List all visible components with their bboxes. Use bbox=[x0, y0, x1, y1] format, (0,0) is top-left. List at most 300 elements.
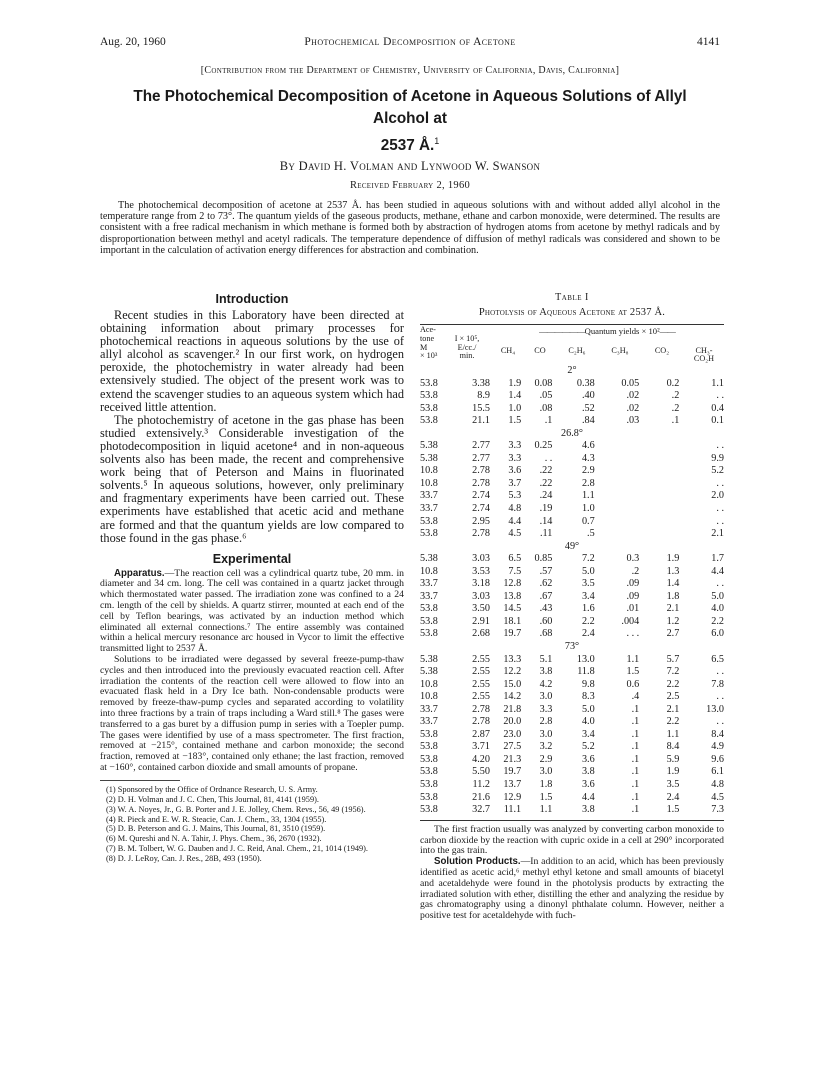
table-cell: 53.8 bbox=[420, 528, 438, 540]
temperature-row bbox=[420, 640, 724, 653]
table-cell: 4.5 bbox=[711, 791, 724, 803]
table-cell: 12.8 bbox=[503, 578, 522, 590]
table-cell: 2.55 bbox=[472, 691, 490, 703]
table-row bbox=[420, 590, 724, 603]
table-cell: 5.2 bbox=[711, 465, 724, 477]
apparatus-paragraph bbox=[100, 569, 404, 655]
table-cell: 3.0 bbox=[539, 766, 553, 778]
table-cell: 2.7 bbox=[666, 628, 680, 640]
table-cell: 3.3 bbox=[539, 703, 553, 715]
table-row bbox=[420, 778, 724, 791]
table-row bbox=[420, 728, 724, 741]
table-cell: 13.3 bbox=[503, 653, 522, 665]
table-cell: 2.4 bbox=[581, 628, 595, 640]
table-cell bbox=[595, 527, 640, 540]
table-cell: 13.0 bbox=[576, 653, 595, 665]
table-cell: .24 bbox=[539, 490, 553, 502]
table-cell: .43 bbox=[539, 603, 553, 615]
table-cell: 1.8 bbox=[666, 590, 680, 602]
table-cell: 1.3 bbox=[666, 565, 680, 577]
table-cell: .05 bbox=[539, 390, 553, 402]
table-cell: 4.0 bbox=[711, 603, 724, 615]
intro-paragraph-2: The photochemistry of acetone in the gas phase has been studied extensively.³ Considerable investigation of the photodecomposition in liquid acetone⁴ and in non-aqueous solvents also has been made, the recent and comprehensive work being that of Peterson and Mains in fluorinated solvents.⁵ In aqueous solutions, however, only preliminary and fragmentary experiments have been carried out. These experiments have established that acetic acid and methane are formed and that the quantum yields are low compared to those found in the gas phase.⁶ bbox=[100, 412, 404, 545]
table-cell: 1.0 bbox=[581, 502, 595, 514]
table-cell: 53.8 bbox=[420, 615, 438, 627]
head-quantum-block bbox=[490, 325, 724, 364]
table-cell: 2.77 bbox=[472, 440, 490, 452]
table-cell: . . bbox=[716, 691, 724, 703]
title-line-2 bbox=[104, 130, 716, 157]
table-cell: 5.9 bbox=[666, 753, 680, 765]
table-cell: 10.8 bbox=[420, 678, 438, 690]
table-cell bbox=[639, 490, 679, 503]
table-cell bbox=[595, 477, 640, 490]
left-column bbox=[100, 292, 404, 864]
table-cell: 2.78 bbox=[472, 528, 490, 540]
table-cell: 3.0 bbox=[539, 728, 553, 740]
solutions-paragraph: Solutions to be irradiated were degassed by several freeze-pump-thaw cycles and then introduced into the previously evacuated reaction cell. After irradiation the contents of the reaction cell were allowed to flow into an evacuated flask held in a Dry Ice bath. Non-condensable products were removed by freeze-thaw-pump cycles and separated according to volatility into three fractions by a train of traps including a Ward still.⁸ The gases were transferred to a gas buret by a diffusion pump in series with a Toepler pump. The gases were identified by use of a mass spectrometer. The first fraction, removed at −215°, contained methane and carbon monoxide; the second fraction, removed at −183°, contained only ethane; the last fraction, removed at −160°, contained carbon dioxide and small amounts of propane. bbox=[100, 654, 404, 774]
table-row bbox=[420, 690, 724, 703]
table-row bbox=[420, 678, 724, 691]
table-cell: . . bbox=[716, 502, 724, 514]
abstract: The photochemical decomposition of acetone at 2537 Å. has been studied in aqueous solutions with and without added allyl alcohol in the temperature range from 2 to 73°. The quantum yields of the gaseous products, methane, ethane and carbon monoxide, were determined. The results are consistent with a free radical mechanism in which methane is formed both by abstraction of hydrogen atoms from acetone by methyl radicals and by disproportionation between methyl and acetyl radicals. The temperature dependence of diffusion of methyl radicals was considered and shown to be important in the calculation of activation energy differences for abstraction and combination. bbox=[100, 200, 720, 256]
table-row bbox=[420, 741, 724, 754]
table-cell: 2.1 bbox=[711, 528, 724, 540]
solution-products-paragraph bbox=[420, 857, 724, 922]
table-cell bbox=[639, 452, 679, 465]
footnote-rule bbox=[100, 780, 180, 781]
table-cell: 21.6 bbox=[472, 791, 490, 803]
table-row bbox=[420, 465, 724, 478]
table-cell: 53.8 bbox=[420, 377, 438, 389]
head-col-1: CH₄ bbox=[500, 345, 516, 355]
table-cell: .19 bbox=[539, 502, 553, 514]
table-cell: . . . bbox=[626, 628, 640, 640]
table-cell: 4.4 bbox=[581, 791, 595, 803]
table-cell: .01 bbox=[626, 603, 640, 615]
temperature-label: 26.8° bbox=[561, 427, 583, 439]
table-cell: .22 bbox=[539, 465, 553, 477]
table-cell bbox=[639, 527, 679, 540]
table-cell: 3.7 bbox=[508, 477, 522, 489]
table-cell: 0.38 bbox=[576, 377, 595, 389]
footnote-7: (7) B. M. Tolbert, W. G. Dauben and J. C. Reid, Anal. Chem., 21, 1014 (1949). bbox=[106, 844, 368, 854]
table-cell: 4.2 bbox=[539, 678, 553, 690]
table-cell: 15.5 bbox=[472, 402, 490, 414]
table-cell: .67 bbox=[539, 590, 553, 602]
header-page-number: 4141 bbox=[697, 36, 720, 48]
table-cell: .5 bbox=[587, 528, 595, 540]
title-footnote-mark: 1 bbox=[434, 136, 440, 146]
results-table bbox=[420, 325, 724, 816]
title-line-1: The Photochemical Decomposition of Acetone in Aqueous Solutions of Allyl Alcohol at bbox=[133, 88, 687, 127]
table-cell: 2.78 bbox=[472, 716, 490, 728]
table-cell: 53.8 bbox=[420, 728, 438, 740]
table-cell: 3.03 bbox=[472, 553, 490, 565]
table-cell: 7.3 bbox=[711, 804, 724, 816]
experimental-heading: Experimental bbox=[212, 551, 292, 566]
table-cell: 8.9 bbox=[477, 390, 490, 402]
table-cell: 0.85 bbox=[534, 553, 553, 565]
table-row bbox=[420, 414, 724, 427]
table-cell: 0.6 bbox=[626, 678, 640, 690]
head-col-6: CH₃- CO₂H bbox=[693, 345, 715, 364]
table-cell: .1 bbox=[631, 791, 640, 803]
table-cell: 10.8 bbox=[420, 565, 438, 577]
table-cell: 14.2 bbox=[503, 691, 522, 703]
table-cell: 5.7 bbox=[666, 653, 680, 665]
table-cell: .08 bbox=[539, 402, 553, 414]
table-row bbox=[420, 766, 724, 779]
table-cell: 8.3 bbox=[581, 691, 595, 703]
table-cell: 1.1 bbox=[666, 728, 680, 740]
footnote-5: (5) D. B. Peterson and G. J. Mains, This Journal, 81, 3510 (1959). bbox=[106, 824, 326, 834]
table-cell: .1 bbox=[631, 741, 640, 753]
table-cell: 10.8 bbox=[420, 477, 438, 489]
table-cell: 1.6 bbox=[581, 603, 595, 615]
table-row bbox=[420, 452, 724, 465]
table-cell: 5.38 bbox=[420, 653, 438, 665]
table-cell: 5.38 bbox=[420, 440, 438, 452]
table-cell: .4 bbox=[631, 691, 640, 703]
table-cell: 4.20 bbox=[472, 753, 490, 765]
table-cell: 3.50 bbox=[472, 603, 490, 615]
table-cell: 3.4 bbox=[581, 728, 595, 740]
table-cell: 1.4 bbox=[666, 578, 680, 590]
table-cell: .02 bbox=[626, 402, 640, 414]
table-cell: 4.9 bbox=[711, 741, 724, 753]
header-date: Aug. 20, 1960 bbox=[100, 36, 166, 48]
table-cell: . . bbox=[716, 716, 724, 728]
table-cell: 0.08 bbox=[534, 377, 553, 389]
table-cell: 53.8 bbox=[420, 390, 438, 402]
table-cell: .84 bbox=[581, 415, 595, 427]
table-cell: 1.5 bbox=[508, 415, 522, 427]
temperature-row bbox=[420, 540, 724, 553]
table-cell: 1.9 bbox=[666, 553, 680, 565]
table-cell: 33.7 bbox=[420, 703, 438, 715]
table-row bbox=[420, 716, 724, 729]
table-cell bbox=[595, 439, 640, 452]
table-cell bbox=[639, 439, 679, 452]
table-cell: 1.1 bbox=[539, 804, 553, 816]
table-row bbox=[420, 603, 724, 616]
table-cell: .02 bbox=[626, 390, 640, 402]
table-cell: 7.8 bbox=[711, 678, 724, 690]
footnote-1: (1) Sponsored by the Office of Ordnance Research, U. S. Army. bbox=[106, 784, 318, 794]
table-cell: 20.0 bbox=[503, 716, 522, 728]
footnote-6: (6) M. Qureshi and N. A. Tahir, J. Phys. Chem., 36, 2670 (1932). bbox=[106, 834, 322, 844]
table-row bbox=[420, 439, 724, 452]
table-cell: 19.7 bbox=[503, 766, 522, 778]
table-cell: 1.9 bbox=[666, 766, 680, 778]
table-cell: 33.7 bbox=[420, 716, 438, 728]
table-cell: 32.7 bbox=[472, 804, 490, 816]
table-cell: 7.2 bbox=[581, 553, 595, 565]
table-cell bbox=[595, 515, 640, 528]
head-columns bbox=[490, 347, 724, 365]
table-cell: .14 bbox=[539, 515, 553, 527]
table-cell: 3.71 bbox=[472, 741, 490, 753]
table-cell: . . bbox=[716, 578, 724, 590]
table-cell: 11.1 bbox=[503, 804, 522, 816]
table-cell: 27.5 bbox=[503, 741, 522, 753]
table-cell: 7.5 bbox=[508, 565, 522, 577]
table-cell: 8.4 bbox=[711, 728, 724, 740]
table-row bbox=[420, 628, 724, 641]
table-cell: .68 bbox=[539, 628, 553, 640]
table-cell: 5.3 bbox=[508, 490, 522, 502]
table-cell: 3.53 bbox=[472, 565, 490, 577]
table-cell: 3.18 bbox=[472, 578, 490, 590]
table-row bbox=[420, 527, 724, 540]
table-cell: 2.8 bbox=[581, 477, 595, 489]
products-run-in-head: Solution Products. bbox=[434, 856, 521, 868]
table-cell: .1 bbox=[631, 779, 640, 790]
table-cell bbox=[639, 477, 679, 490]
table-cell: 0.3 bbox=[626, 553, 640, 565]
footnote-8: (8) D. J. LeRoy, Can. J. Res., 28B, 493 (1950). bbox=[106, 854, 262, 864]
table-cell: .1 bbox=[631, 728, 640, 740]
table-cell: 4.4 bbox=[711, 565, 724, 577]
right-paragraph-1: The first fraction usually was analyzed by converting carbon monoxide to carbon dioxide by the reaction with cupric oxide in a cell at 290° incorporated into the gas train. bbox=[420, 823, 724, 857]
title-wavelength: 2537 Å. bbox=[380, 137, 435, 155]
table-cell: .1 bbox=[631, 766, 640, 778]
table-cell: .52 bbox=[581, 402, 595, 414]
table-row bbox=[420, 753, 724, 766]
header-running-title: Photochemical Decomposition of Acetone bbox=[304, 36, 516, 48]
table-cell: 0.7 bbox=[581, 515, 595, 527]
table-cell: 5.2 bbox=[581, 741, 595, 753]
table-cell: .004 bbox=[621, 615, 640, 627]
table-row bbox=[420, 389, 724, 402]
table-cell: 2.1 bbox=[666, 603, 680, 615]
table-cell: 2.55 bbox=[472, 666, 490, 678]
table-cell: 10.8 bbox=[420, 465, 438, 477]
table-cell: 21.3 bbox=[503, 753, 522, 765]
table-cell: 4.3 bbox=[581, 452, 595, 464]
table-cell: .11 bbox=[539, 528, 553, 540]
table-cell: 6.1 bbox=[711, 766, 724, 778]
table-header-row bbox=[420, 325, 724, 364]
apparatus-run-in-head: Apparatus. bbox=[114, 567, 165, 579]
table-cell: .09 bbox=[626, 590, 640, 602]
table-cell: .22 bbox=[539, 477, 553, 489]
table-row bbox=[420, 791, 724, 804]
table-row bbox=[420, 515, 724, 528]
table-cell: 2.91 bbox=[472, 615, 490, 627]
table-cell: 7.2 bbox=[666, 666, 680, 678]
table-title: Photolysis of Aqueous Acetone at 2537 Å. bbox=[478, 307, 666, 318]
paper-title bbox=[104, 86, 716, 157]
table-cell: . . bbox=[716, 390, 724, 402]
table-cell: 3.8 bbox=[581, 804, 595, 816]
table-cell: 3.03 bbox=[472, 590, 490, 602]
table-cell: 5.38 bbox=[420, 666, 438, 678]
table-cell: 8.4 bbox=[666, 741, 680, 753]
table-cell: 53.8 bbox=[420, 753, 438, 765]
table-cell bbox=[595, 490, 640, 503]
table-cell: .03 bbox=[626, 415, 640, 427]
table-cell: 9.6 bbox=[711, 753, 724, 765]
table-cell: 3.38 bbox=[472, 377, 490, 389]
table-cell: 2.78 bbox=[472, 703, 490, 715]
table-cell: 6.0 bbox=[711, 628, 724, 640]
table-cell: 6.5 bbox=[711, 653, 724, 665]
table-cell: 4.8 bbox=[508, 502, 522, 514]
table-cell: 2.1 bbox=[666, 703, 680, 715]
intro-paragraph-1: Recent studies in this Laboratory have been directed at obtaining information about primary processes for photochemical reactions in aqueous solutions by the use of allyl alcohol as scavenger.² In our first work, on hydrogen peroxide, the photochemistry in water already had been extensively studied. The object of the present work was to extend the scavenger studies to an aqueous system which had received little attention. bbox=[100, 308, 404, 414]
introduction-heading: Introduction bbox=[215, 292, 289, 306]
table-cell: 2.78 bbox=[472, 477, 490, 489]
table-row bbox=[420, 565, 724, 578]
table-cell: 23.0 bbox=[503, 728, 522, 740]
table-cell: 3.0 bbox=[539, 691, 553, 703]
table-cell: .62 bbox=[539, 578, 553, 590]
table-cell: 18.1 bbox=[503, 615, 522, 627]
table-cell: 0.1 bbox=[711, 415, 724, 427]
quantum-yields-label: Quantum yields × 10² bbox=[584, 325, 660, 336]
table-cell: 3.6 bbox=[508, 465, 522, 477]
table-cell bbox=[595, 465, 640, 478]
table-label: Table I bbox=[555, 292, 589, 303]
table-cell: 2.68 bbox=[472, 628, 490, 640]
contribution-line: [Contribution from the Department of Chemistry, University of California, Davis, California] bbox=[200, 65, 620, 76]
table-cell: 1.5 bbox=[539, 791, 553, 803]
table-cell: 6.5 bbox=[508, 553, 522, 565]
temperature-label: 2° bbox=[567, 364, 577, 376]
table-cell: 4.8 bbox=[711, 779, 724, 790]
head-quantum-yields: ——————Quantum yields × 10²—— bbox=[539, 325, 675, 336]
table-cell: 1.0 bbox=[508, 402, 522, 414]
table-row bbox=[420, 577, 724, 590]
table-cell: 5.1 bbox=[539, 653, 553, 665]
table-cell: 53.8 bbox=[420, 628, 438, 640]
head-col-4: C₃H₈ bbox=[611, 345, 629, 355]
table-cell: 3.5 bbox=[666, 779, 680, 790]
table-cell: 14.5 bbox=[503, 603, 522, 615]
table-cell: 33.7 bbox=[420, 502, 438, 514]
table-cell: .1 bbox=[631, 716, 640, 728]
table-cell: 3.6 bbox=[581, 753, 595, 765]
footnote-4: (4) R. Pieck and E. W. R. Steacie, Can. J. Chem., 33, 1304 (1955). bbox=[106, 814, 327, 824]
table-cell: 2.95 bbox=[472, 515, 490, 527]
table-cell: .1 bbox=[631, 804, 640, 816]
table-cell: 3.5 bbox=[581, 578, 595, 590]
table-row bbox=[420, 665, 724, 678]
table-row bbox=[420, 615, 724, 628]
table-cell: 5.0 bbox=[581, 565, 595, 577]
table-cell: 15.0 bbox=[503, 678, 522, 690]
table-cell: . . bbox=[716, 477, 724, 489]
table-cell: 2.4 bbox=[666, 791, 680, 803]
table-cell: 3.8 bbox=[539, 666, 553, 678]
table-cell: . . bbox=[716, 666, 724, 678]
table-cell: 3.6 bbox=[581, 779, 595, 790]
table-cell bbox=[639, 465, 679, 478]
authors: By David H. Volman and Lynwood W. Swanson bbox=[279, 159, 541, 173]
table-cell: 5.0 bbox=[581, 703, 595, 715]
table-cell: 19.7 bbox=[503, 628, 522, 640]
head-col-5: CO₂ bbox=[654, 345, 670, 355]
table-cell: 5.38 bbox=[420, 452, 438, 464]
table-cell bbox=[639, 515, 679, 528]
table-cell: 2.74 bbox=[472, 490, 490, 502]
table-cell: 2.2 bbox=[666, 716, 680, 728]
table-row bbox=[420, 703, 724, 716]
table-cell: 3.8 bbox=[581, 766, 595, 778]
table-cell: 1.7 bbox=[711, 553, 724, 565]
table-cell: 1.5 bbox=[626, 666, 640, 678]
head-acetone: Ace- tone M × 10³ bbox=[420, 325, 438, 361]
table-cell: 5.0 bbox=[711, 590, 724, 602]
head-col-3: C₂H₆ bbox=[568, 345, 586, 355]
table-cell: 1.9 bbox=[508, 377, 522, 389]
table-cell: .1 bbox=[544, 415, 553, 427]
table-cell: 3.3 bbox=[508, 452, 522, 464]
table-cell: 53.8 bbox=[420, 741, 438, 753]
table-row bbox=[420, 477, 724, 490]
table-cell: 5.38 bbox=[420, 553, 438, 565]
received-date: Received February 2, 1960 bbox=[349, 180, 471, 191]
table-cell: 9.8 bbox=[581, 678, 595, 690]
table-cell: .2 bbox=[631, 565, 640, 577]
table-cell: .1 bbox=[671, 415, 680, 427]
table-cell: 33.7 bbox=[420, 590, 438, 602]
table-cell: 0.05 bbox=[621, 377, 640, 389]
table-cell: 4.0 bbox=[581, 716, 595, 728]
table-cell: 53.8 bbox=[420, 804, 438, 816]
table-cell: 53.8 bbox=[420, 779, 438, 790]
table-cell: 2.2 bbox=[711, 615, 724, 627]
apparatus-text: —The reaction cell was a cylindrical quartz tube, 20 mm. in diameter and 34 cm. long. The cell was contained in a quartz jacket through which thermostated water passed. The irradiation zone was confined to a 24 cm. length of the cell by shields. A quartz stirrer, mounted at each end of the cell by Teflon bearings, was activated by an induction method which eliminated all external connections.⁷ The entire assembly was contained within a helical mercury resonance arc housed in Vycor to limit the effective transmitted light to 2537 Å. bbox=[100, 567, 404, 655]
table-cell: 2.2 bbox=[581, 615, 595, 627]
table-cell: 2.8 bbox=[539, 716, 553, 728]
table-cell: 2.2 bbox=[666, 678, 680, 690]
table-cell: 11.2 bbox=[472, 779, 490, 790]
table-cell: 5.50 bbox=[472, 766, 490, 778]
temperature-label: 73° bbox=[564, 640, 580, 652]
head-col-2: CO bbox=[534, 345, 546, 355]
table-cell: 53.8 bbox=[420, 766, 438, 778]
table-cell: 1.1 bbox=[626, 653, 640, 665]
table-cell: 2.78 bbox=[472, 465, 490, 477]
table-cell: 1.5 bbox=[666, 804, 680, 816]
table-cell: .60 bbox=[539, 615, 553, 627]
table-cell: 21.1 bbox=[472, 415, 490, 427]
table-bottom-rule bbox=[420, 820, 724, 821]
table-row bbox=[420, 502, 724, 515]
table-cell: 53.8 bbox=[420, 791, 438, 803]
table-cell: .09 bbox=[626, 578, 640, 590]
table-cell: 4.6 bbox=[581, 440, 595, 452]
table-cell: 12.9 bbox=[503, 791, 522, 803]
table-cell: . . bbox=[716, 440, 724, 452]
table-cell: 33.7 bbox=[420, 490, 438, 502]
table-cell: 0.25 bbox=[534, 440, 553, 452]
table-cell bbox=[639, 502, 679, 515]
table-row bbox=[420, 402, 724, 415]
table-cell: 21.8 bbox=[503, 703, 522, 715]
table-cell: 9.9 bbox=[711, 452, 724, 464]
table-cell: 0.4 bbox=[711, 402, 724, 414]
table-cell: . . bbox=[544, 452, 553, 464]
table-cell: 1.1 bbox=[581, 490, 595, 502]
table-cell: 33.7 bbox=[420, 578, 438, 590]
table-cell: .2 bbox=[671, 402, 680, 414]
table-cell: .2 bbox=[671, 390, 680, 402]
table-cell: 2.9 bbox=[539, 753, 553, 765]
